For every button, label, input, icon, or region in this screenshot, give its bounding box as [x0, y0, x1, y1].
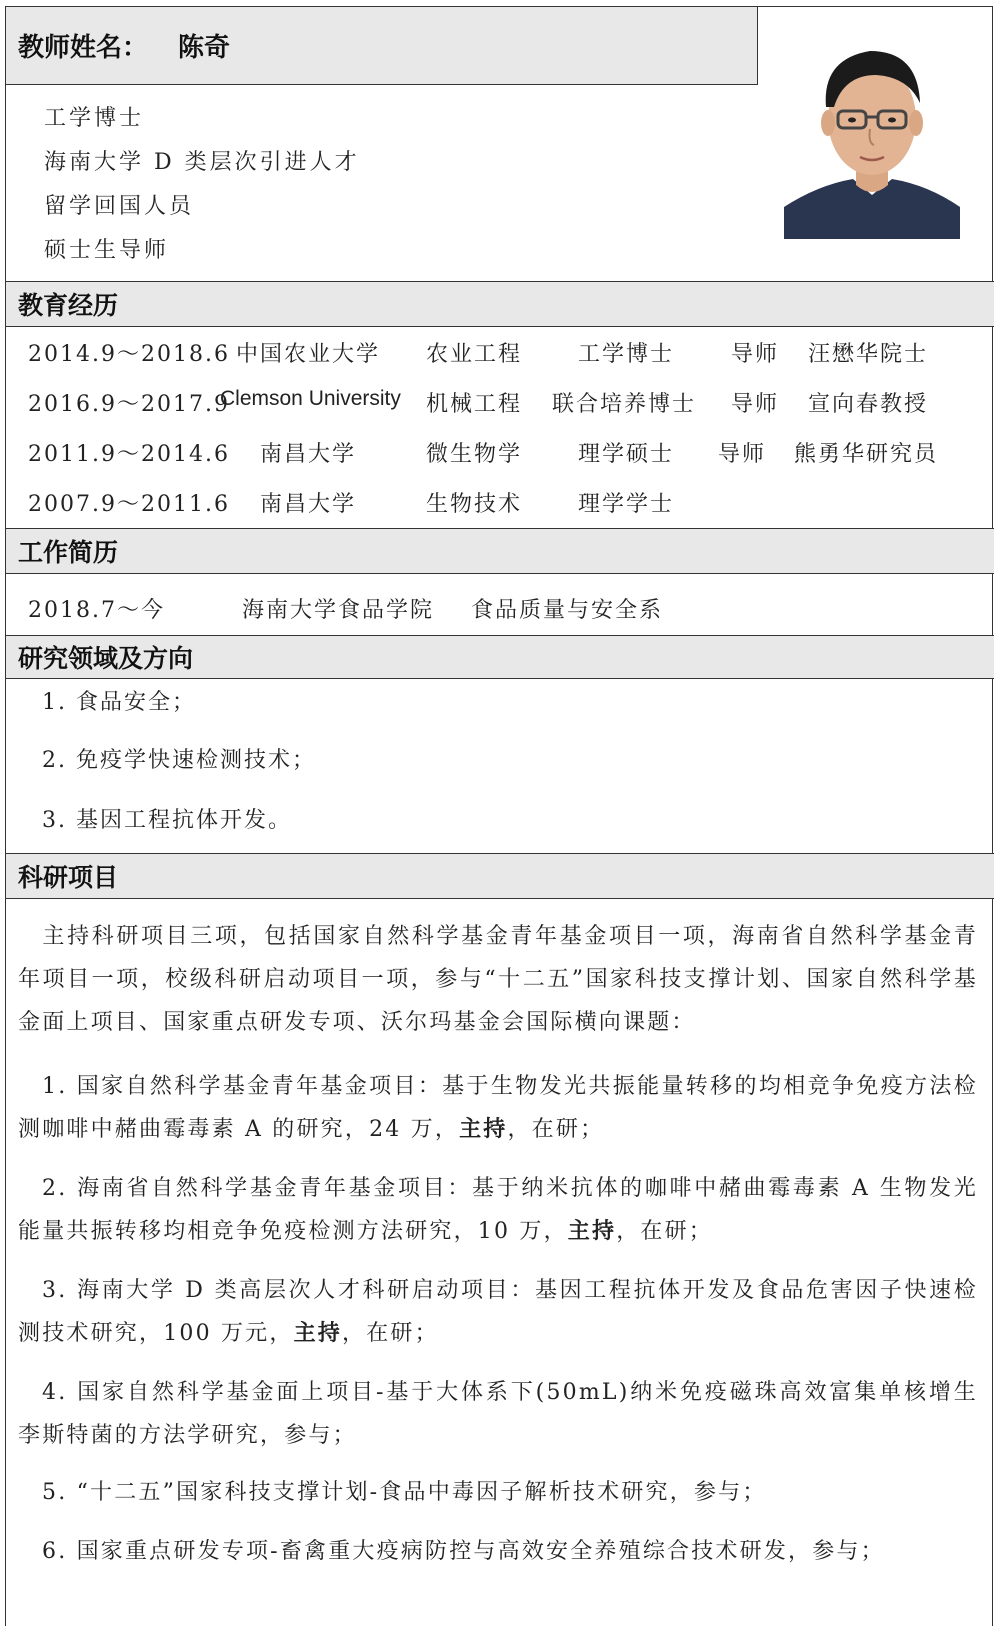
- project-item: [18, 1371, 978, 1457]
- projects-section-header: [6, 853, 994, 899]
- project-text: 2. 海南省自然科学基金青年基金项目：基于纳米抗体的咖啡中赭曲霉毒素 A 生物发光能量共振转移均相竞争免疫检测方法研究，10 万，: [18, 1176, 978, 1244]
- research-section-header: [6, 635, 994, 679]
- project-text: 3. 海南大学 D 类高层次人才科研启动项目：基因工程抗体开发及食品危害因子快速检测技术研究，100 万元，: [18, 1278, 978, 1346]
- project-item: [18, 1167, 978, 1253]
- edu-advisor-label: 导师: [718, 442, 767, 467]
- edu-period: 2011.9～2014.6: [28, 442, 230, 467]
- edu-major: 农业工程: [426, 342, 523, 367]
- work-section-header: [6, 528, 994, 574]
- edu-major: 生物技术: [426, 492, 523, 517]
- project-text: 1. 国家自然科学基金青年基金项目：基于生物发光共振能量转移的均相竞争免疫方法检测咖啡中赭曲霉毒素 A 的研究，24 万，: [18, 1074, 978, 1142]
- projects-intro-text: 主持科研项目三项，包括国家自然科学基金青年基金项目一项，海南省自然科学基金青年项目一项，校级科研启动项目一项，参与“十二五”国家科技支撑计划、国家自然科学基金面上项目、国家重点研发专项、沃尔玛基金会国际横向课题：: [18, 924, 978, 1035]
- edu-advisor-label: 导师: [731, 342, 780, 367]
- education-section-header: [6, 281, 994, 327]
- project-item: [18, 1065, 978, 1151]
- qualification-item: 工学博士: [44, 106, 145, 131]
- education-row: [6, 337, 994, 377]
- edu-major: 机械工程: [426, 392, 523, 417]
- edu-school: 南昌大学: [260, 442, 357, 467]
- edu-period: 2014.9～2018.6: [28, 342, 230, 367]
- project-item: [18, 1471, 978, 1514]
- edu-degree: 理学学士: [578, 492, 675, 517]
- qualification-item: 硕士生导师: [44, 238, 170, 263]
- research-item: 1. 食品安全；: [42, 690, 196, 715]
- project-item: [18, 1269, 978, 1355]
- qualifications-list: [44, 97, 360, 273]
- education-title: 教育经历: [18, 291, 119, 320]
- project-status: ，在研；: [507, 1117, 605, 1142]
- project-text: 6. 国家重点研发专项-畜禽重大疫病防控与高效安全养殖综合技术研发，参与；: [42, 1539, 885, 1564]
- edu-school: 中国农业大学: [236, 342, 381, 367]
- edu-school: 南昌大学: [260, 492, 357, 517]
- edu-degree: 联合培养博士: [552, 392, 697, 417]
- portrait-photo: [758, 7, 994, 287]
- project-text: 5. “十二五”国家科技支撑计划-食品中毒因子解析技术研究，参与；: [42, 1480, 767, 1505]
- teacher-name: 陈奇: [178, 33, 231, 63]
- portrait-icon: [758, 7, 994, 277]
- edu-advisor-label: 导师: [731, 392, 780, 417]
- education-row: [6, 387, 994, 427]
- work-dept: 食品质量与安全系: [471, 598, 664, 623]
- resume-table: [5, 6, 993, 1626]
- edu-degree: 理学硕士: [578, 442, 675, 467]
- project-status: ，在研；: [616, 1219, 714, 1244]
- name-label: 教师姓名：: [18, 33, 149, 63]
- edu-advisor: 宣向春教授: [808, 392, 929, 417]
- edu-degree: 工学博士: [578, 342, 675, 367]
- project-item: [18, 1530, 978, 1573]
- work-period: 2018.7～今: [28, 598, 165, 623]
- education-row: [6, 437, 994, 477]
- edu-advisor: 熊勇华研究员: [794, 442, 939, 467]
- project-role: 主持: [459, 1116, 508, 1142]
- project-role: 主持: [293, 1320, 342, 1346]
- research-item: 3. 基因工程抗体开发。: [42, 808, 292, 833]
- work-title: 工作简历: [18, 538, 119, 567]
- project-text: 4. 国家自然科学基金面上项目-基于大体系下(50mL)纳米免疫磁珠高效富集单核增生李斯特菌的方法学研究，参与；: [18, 1380, 978, 1448]
- research-item: 2. 免疫学快速检测技术；: [42, 748, 316, 773]
- edu-period: 2016.9～2017.9: [28, 392, 230, 417]
- education-row: [6, 487, 994, 527]
- research-title: 研究领域及方向: [18, 644, 194, 673]
- edu-period: 2007.9～2011.6: [28, 492, 230, 517]
- teacher-name-header: [6, 7, 758, 85]
- work-org: 海南大学食品学院: [242, 598, 435, 623]
- edu-school: Clemson University: [220, 387, 401, 410]
- projects-title: 科研项目: [18, 863, 119, 892]
- qualification-item: 留学回国人员: [44, 194, 195, 219]
- edu-advisor: 汪懋华院士: [808, 342, 929, 367]
- edu-major: 微生物学: [426, 442, 523, 467]
- project-role: 主持: [567, 1218, 617, 1244]
- projects-intro: [18, 915, 978, 1044]
- qualification-item: 海南大学 D 类层次引进人才: [44, 150, 360, 175]
- project-status: ，在研；: [342, 1321, 439, 1346]
